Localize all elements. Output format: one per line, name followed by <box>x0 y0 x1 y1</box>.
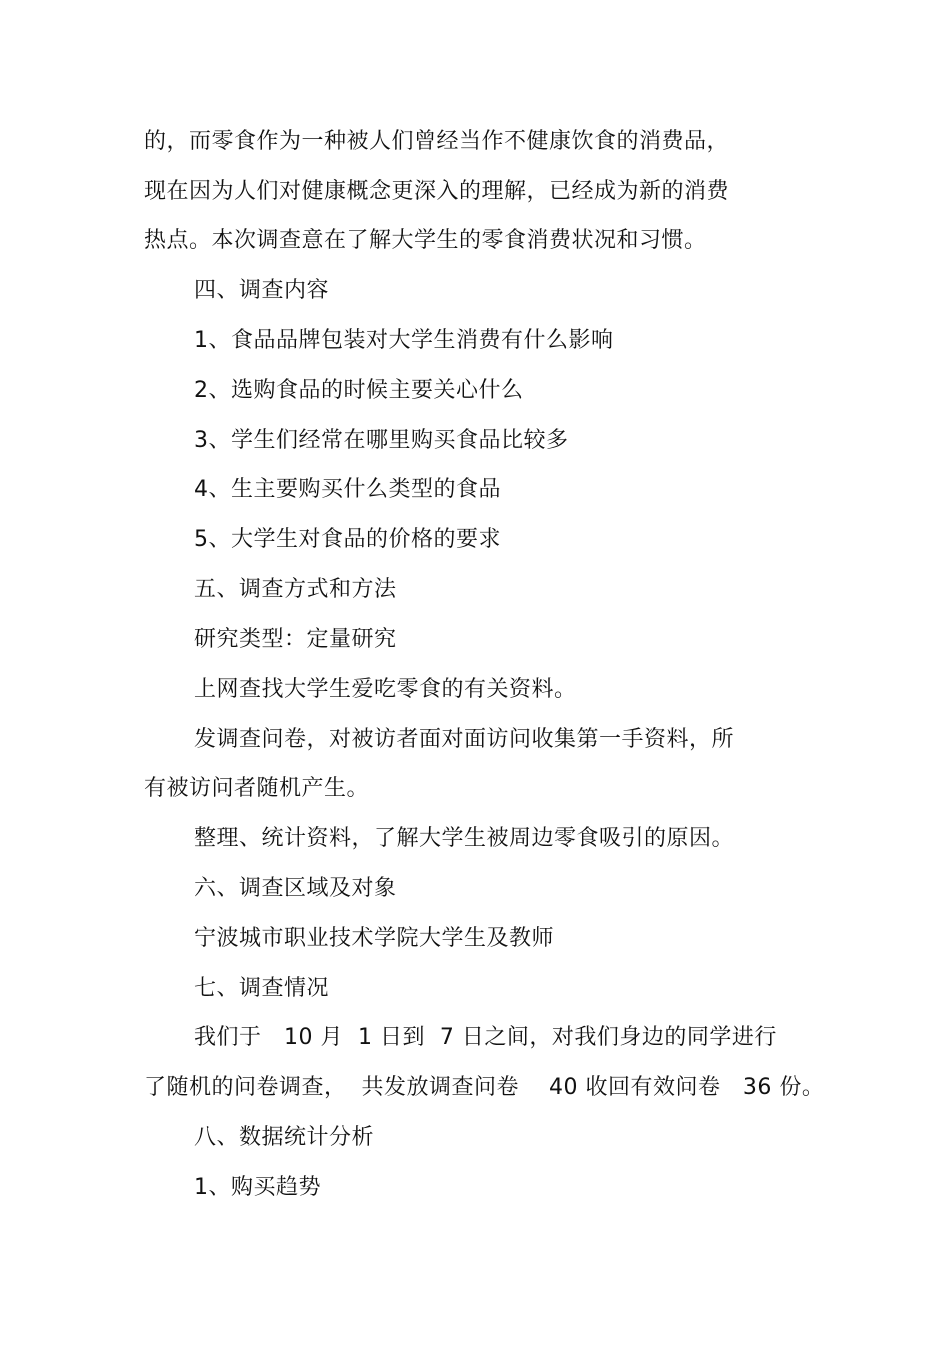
list-item: 4、生主要购买什么类型的食品 <box>194 477 501 502</box>
list-item: 2、选购食品的时候主要关心什么 <box>194 378 524 403</box>
list-item: 5、大学生对食品的价格的要求 <box>194 527 501 552</box>
paragraph-line: 整理、统计资料，了解大学生被周边零食吸引的原因。 <box>194 826 735 851</box>
section-heading: 六、调查区域及对象 <box>194 876 397 901</box>
list-item: 3、学生们经常在哪里购买食品比较多 <box>194 428 569 453</box>
paragraph-line: 上网查找大学生爱吃零食的有关资料。 <box>194 677 577 702</box>
section-heading: 八、数据统计分析 <box>194 1125 375 1150</box>
paragraph-line: 研究类型：定量研究 <box>194 627 397 652</box>
paragraph-line: 发调查问卷，对被访者面对面访问收集第一手资料，所 <box>194 727 735 752</box>
section-heading: 四、调查内容 <box>194 278 330 303</box>
list-item: 1、购买趋势 <box>194 1175 321 1200</box>
paragraph-line: 现在因为人们对健康概念更深入的理解，已经成为新的消费 <box>144 179 730 204</box>
paragraph-line: 有被访问者随机产生。 <box>144 776 370 801</box>
section-heading: 七、调查情况 <box>194 976 330 1001</box>
paragraph-line: 的，而零食作为一种被人们曾经当作不健康饮食的消费品， <box>144 129 730 154</box>
section-heading: 五、调查方式和方法 <box>194 577 397 602</box>
paragraph-line: 宁波城市职业技术学院大学生及教师 <box>194 926 555 951</box>
paragraph-line: 了随机的问卷调查， 共发放调查问卷 40 收回有效问卷 36 份。 <box>144 1075 825 1100</box>
list-item: 1、食品品牌包装对大学生消费有什么影响 <box>194 328 614 353</box>
paragraph-line: 热点。本次调查意在了解大学生的零食消费状况和习惯。 <box>144 228 707 253</box>
paragraph-line: 我们于 10 月 1 日到 7 日之间，对我们身边的同学进行 <box>194 1025 777 1050</box>
